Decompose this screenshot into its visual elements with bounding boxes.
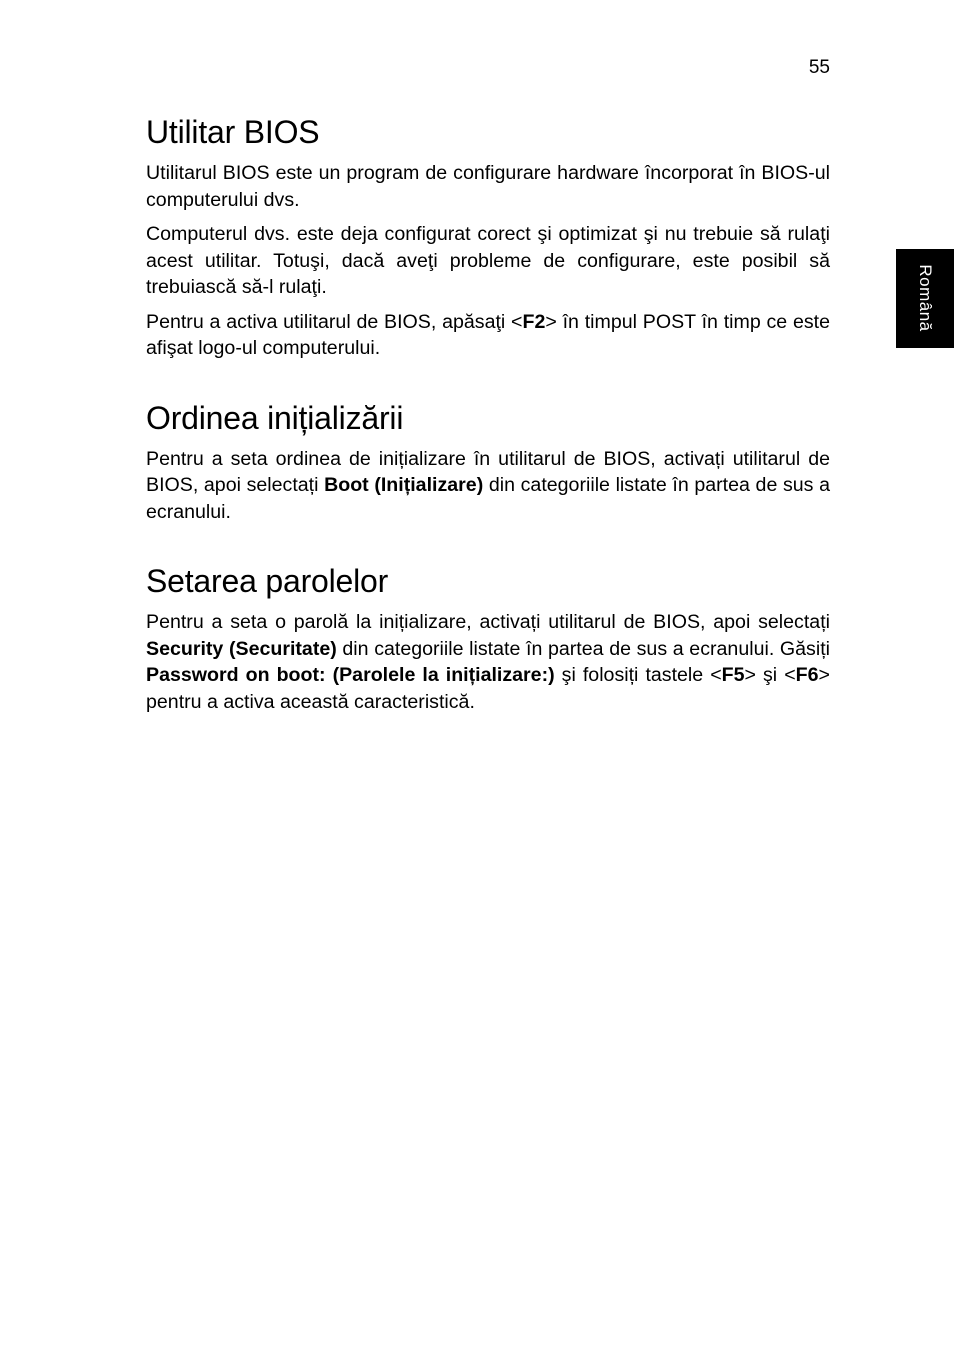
paragraph (146, 160, 830, 213)
text-run: > şi < (744, 664, 796, 686)
text-run: din categoriile listate în partea de sus a ecranului. (146, 474, 830, 523)
text-run: > în timpul POST în timp ce este afişat logo-ul computerului. (146, 310, 831, 359)
key-name: F5 (721, 664, 745, 686)
page-number: 55 (808, 57, 830, 78)
text-run: din categoriile listate în partea de sus a ecranului. Găsiți (336, 637, 830, 660)
text-run: Utilitarul BIOS este un program de configurare hardware încorporat în BIOS-ul computerului dvs. (146, 162, 830, 211)
section-title-ordinea-initializarii: Ordinea inițializării (146, 399, 404, 436)
paragraph (146, 221, 830, 301)
section-title-setarea-parolelor: Setarea parolelor (146, 563, 389, 599)
paragraph (146, 309, 830, 362)
menu-term: Password on boot: (Parolele la inițializare:) (146, 664, 555, 686)
language-tab-label: Română (916, 264, 935, 332)
text-run: Pentru a seta o parolă la inițializare, activați utilitarul de BIOS, apoi selectați (146, 611, 830, 633)
key-name: F6 (795, 664, 819, 686)
paragraph (146, 609, 830, 715)
document-body (146, 112, 830, 723)
text-run: Pentru a seta ordinea de inițializare în utilitarul de BIOS, activați utilitarul de BIOS, apoi selectați (146, 447, 830, 496)
menu-term: Security (Securitate) (146, 637, 337, 660)
text-run: Pentru a activa utilitarul de BIOS, apăsaţi < (146, 310, 523, 333)
menu-term: Boot (Inițializare) (324, 474, 484, 496)
key-name: F2 (522, 310, 546, 333)
language-tab (896, 249, 954, 348)
text-run: > pentru a activa această caracteristică. (146, 664, 830, 713)
text-run: şi folosiți tastele < (554, 664, 722, 686)
paragraph (146, 446, 830, 526)
section-title-utilitar-bios: Utilitar BIOS (146, 114, 320, 150)
text-run: Computerul dvs. este deja configurat corect şi optimizat şi nu trebuie să rulaţi acest utilitar. Totuşi, dacă aveţi probleme de configurare, este posibil să trebuiască să-l rulaţi. (146, 223, 830, 298)
